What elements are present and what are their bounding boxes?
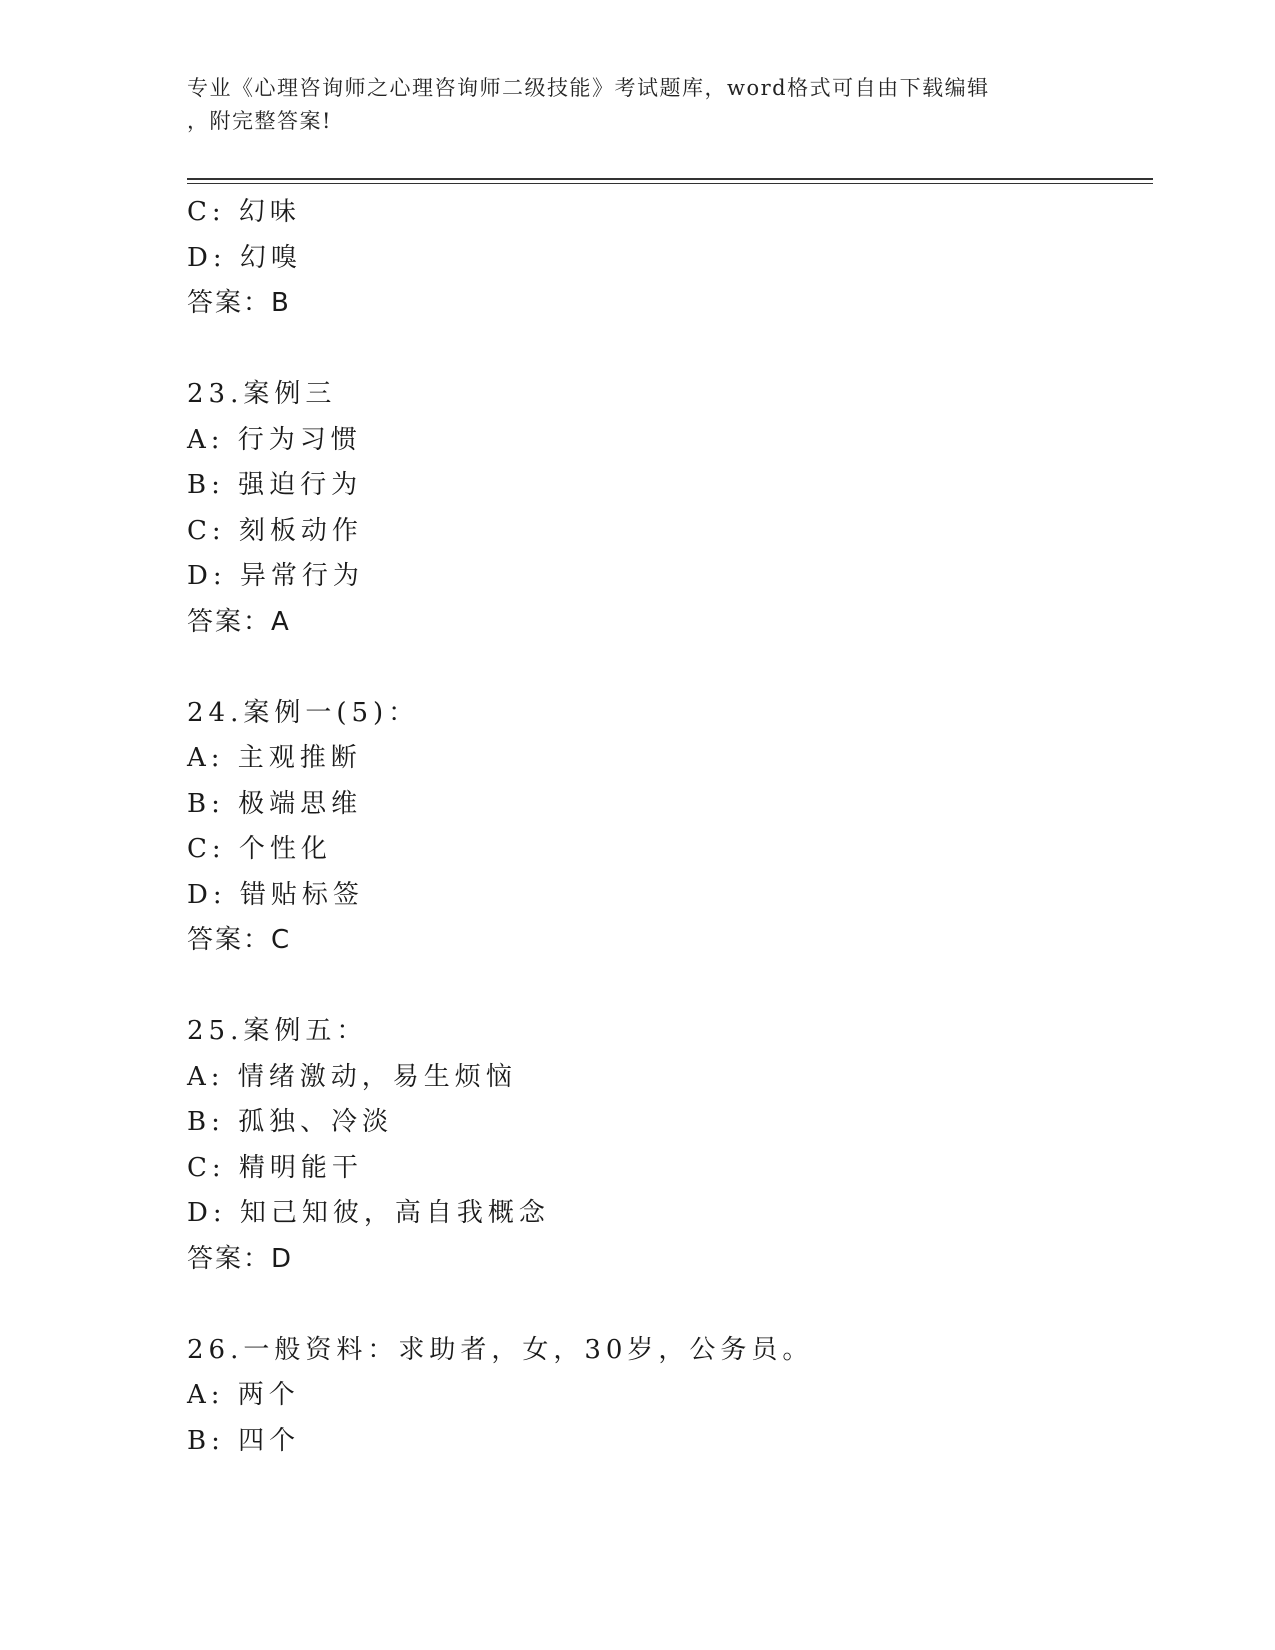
option-line: C: 精明能干 xyxy=(187,1152,363,1183)
header-line-2: ，附完整答案! xyxy=(187,109,332,133)
document-header xyxy=(187,72,1087,138)
question-title: 26.一般资料：求助者，女，30岁，公务员。 xyxy=(187,1334,814,1365)
question-title: 24.案例一(5)： xyxy=(187,697,420,728)
option-line: B: 四个 xyxy=(187,1425,301,1456)
option-line: C: 个性化 xyxy=(187,834,332,864)
question-title: 23.案例三 xyxy=(187,379,337,409)
option-line: A: 情绪激动，易生烦恼 xyxy=(187,1061,517,1092)
option-line: D: 知己知彼，高自我概念 xyxy=(187,1198,550,1228)
answer-line: 答案：B xyxy=(187,288,291,318)
spacer xyxy=(187,964,1147,1010)
spacer xyxy=(187,1282,1147,1328)
option-line: B: 孤独、冷淡 xyxy=(187,1107,394,1137)
option-line: D: 幻嗅 xyxy=(187,242,302,273)
option-line: A: 两个 xyxy=(187,1380,300,1410)
spacer xyxy=(187,327,1147,373)
header-divider-thin xyxy=(187,183,1153,184)
answer-line: 答案：C xyxy=(187,925,292,955)
option-line: B: 极端思维 xyxy=(187,788,363,819)
header-line-1: 专业《心理咨询师之心理咨询师二级技能》考试题库，word格式可自由下载编辑 xyxy=(187,76,990,100)
option-line: A: 主观推断 xyxy=(187,743,362,773)
answer-line: 答案：D xyxy=(187,1243,294,1274)
option-line: A: 行为习惯 xyxy=(187,424,362,455)
option-line: C: 刻板动作 xyxy=(187,515,363,546)
option-line: C: 幻味 xyxy=(187,197,301,227)
option-line: D: 异常行为 xyxy=(187,561,364,591)
question-title: 25.案例五： xyxy=(187,1016,368,1046)
header-divider-thick xyxy=(187,178,1153,180)
option-line: D: 错贴标签 xyxy=(187,879,364,910)
option-line: B: 强迫行为 xyxy=(187,470,363,500)
answer-line: 答案：A xyxy=(187,606,291,637)
question-list xyxy=(187,190,1147,1464)
spacer xyxy=(187,645,1147,691)
